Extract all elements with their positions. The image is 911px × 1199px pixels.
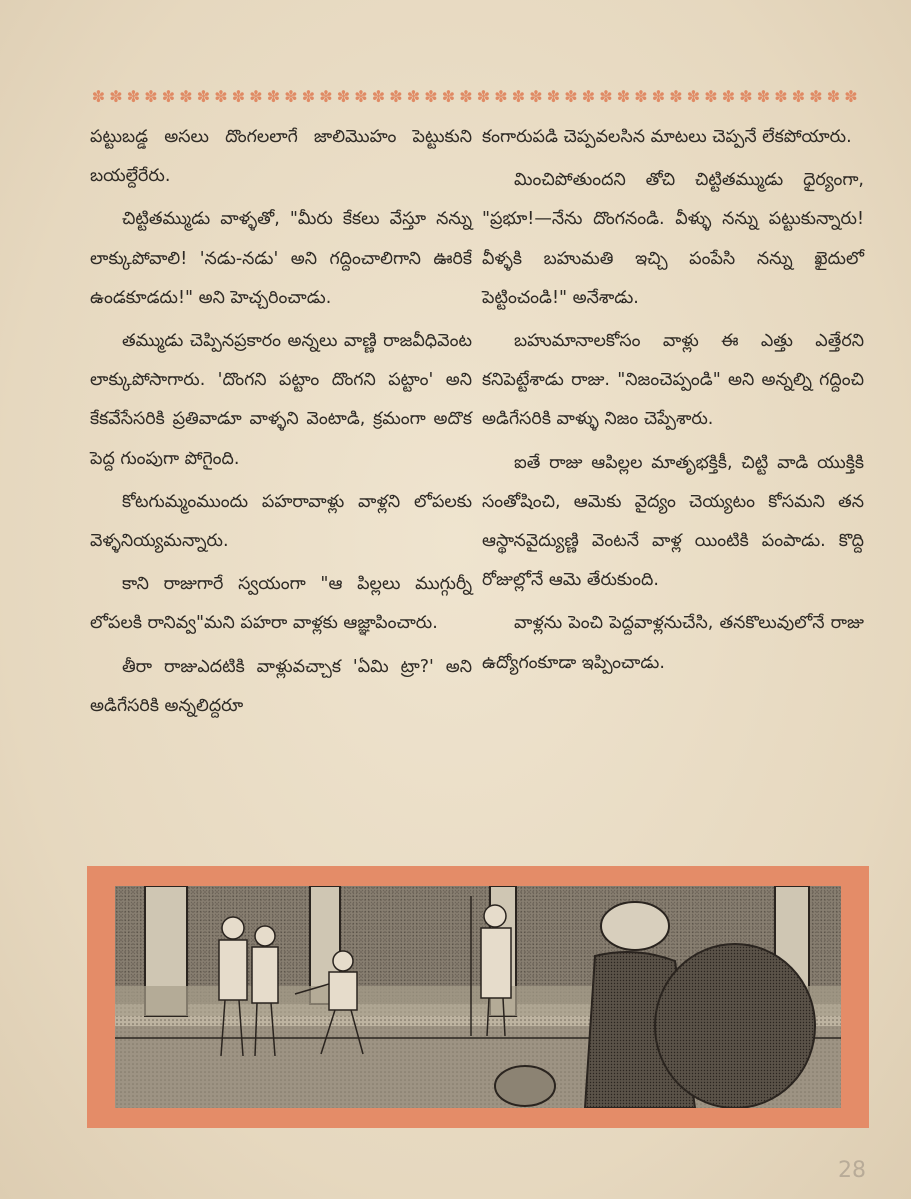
ornament-star-icon: ✽ [424,86,438,106]
ornament-star-icon: ✽ [774,86,788,106]
ornament-star-icon: ✽ [564,86,578,106]
ornament-star-icon: ✽ [494,86,508,106]
ornament-star-icon: ✽ [581,86,596,106]
ornament-star-icon: ✽ [371,86,386,106]
paragraph: మించిపోతుందని తోచి చిట్టితమ్ముడు ధైర్యంగా, "ప్రభూ!—నేను దొంగనండి. వీళ్ళు నన్ను పట్టుకున్నారు! వీళ్ళకి బహుమతి ఇచ్చి పంపేసి నన్ను ఖైదులో పెట్టించండి!" అనేశాడు. [482,170,864,308]
ornament-star-icon: ✽ [354,86,368,106]
ornament-star-icon: ✽ [336,86,351,106]
court-scene-illustration [115,886,841,1108]
ornament-star-icon: ✽ [756,86,771,106]
ornament-star-icon: ✽ [529,86,543,106]
ornament-star-icon: ✽ [91,86,106,106]
paragraph: కోటగుమ్మంముందు పహరావాళ్లు వాళ్లని లోపలకు వెళ్ళనియ్యమన్నారు. [90,491,472,552]
ornament-star-icon: ✽ [511,86,526,106]
ornament-star-icon: ✽ [196,86,211,106]
ornament-star-icon: ✽ [249,86,263,106]
illustration-drawing [115,886,841,1108]
ornament-star-icon: ✽ [179,86,193,106]
paragraph: ఐతే రాజు ఆపిల్లల మాతృభక్తికీ, చిట్టి వాడి యుక్తికి సంతోషించి, ఆమెకు వైద్యం చెయ్యటం కోసమని తన ఆస్థానవైద్యుణ్ణి వెంటనే వాళ్ల యింటికి పంపాడు. కొద్ది రోజుల్లోనే ఆమె తేరుకుంది. [482,452,864,591]
ornament-star-icon: ✽ [231,86,246,106]
right-text-column [482,118,864,687]
ornament-star-icon: ✽ [214,86,228,106]
ornament-star-icon: ✽ [704,86,718,106]
ornament-star-icon: ✽ [669,86,683,106]
paragraph: తీరా రాజుఎదటికి వాళ్లువచ్చాక 'ఏమి ట్రా?' అని అడిగేసరికి అన్నలిద్దరూ [90,656,472,716]
ornament-star-icon: ✽ [599,86,613,106]
ornament-star-icon: ✽ [144,86,158,106]
ornament-star-icon: ✽ [389,86,403,106]
paragraph: పట్టుబడ్డ అసలు దొంగలలాగే జాలిమొహం పెట్టుకుని బయల్దేరేరు. [90,127,472,187]
page-number: 28 [838,1158,866,1183]
illustration-frame [87,866,869,1128]
ornament-star-icon: ✽ [546,86,561,106]
ornament-star-icon: ✽ [319,86,333,106]
ornament-star-icon: ✽ [126,86,141,106]
ornament-star-icon: ✽ [634,86,648,106]
ornament-star-icon: ✽ [809,86,823,106]
paragraph: తమ్ముడు చెప్పినప్రకారం అన్నలు వాణ్ణి రాజవీధివెంట లాక్కుపోసాగారు. 'దొంగని పట్టాం దొంగని పట్టాం' అని కేకవేసేసరికి ప్రతివాడూ వాళ్ళని వెంటాడి, క్రమంగా అదొక పెద్ద గుంపుగా పోగైంది. [90,331,472,469]
ornament-star-icon: ✽ [161,86,176,106]
ornament-star-icon: ✽ [406,86,421,106]
paragraph: కంగారుపడి చెప్పవలసిన మాటలు చెప్పనే లేకపోయారు. [482,127,852,147]
decorative-ornament-border [90,84,860,108]
paragraph: చిట్టితమ్ముడు వాళ్ళతో, "మీరు కేకలు వేస్తూ నన్ను లాక్కుపోవాలి! 'నడు-నడు' అని గద్దించాలిగాని ఊరికే ఉండకూడదు!" అని హెచ్చరించాడు. [90,209,472,308]
ornament-star-icon: ✽ [441,86,456,106]
ornament-star-icon: ✽ [739,86,753,106]
ornament-star-icon: ✽ [826,86,841,106]
ornament-star-icon: ✽ [109,86,123,106]
ornament-star-icon: ✽ [651,86,666,106]
ornament-star-icon: ✽ [476,86,491,106]
ornament-star-icon: ✽ [721,86,736,106]
paragraph: కాని రాజుగారే స్వయంగా "ఆ పిల్లలు ముగ్గుర్నీ లోపలకి రానివ్వ"మని పహరా వాళ్లకు ఆజ్ఞాపించారు. [90,574,472,634]
ornament-star-icon: ✽ [266,86,281,106]
ornament-star-icon: ✽ [284,86,298,106]
ornament-star-icon: ✽ [616,86,631,106]
ornament-star-icon: ✽ [686,86,701,106]
paragraph: వాళ్లను పెంచి పెద్దవాళ్లనుచేసి, తనకొలువులోనే రాజు ఉద్యోగంకూడా ఇప్పించాడు. [482,613,864,673]
ornament-star-icon: ✽ [844,86,858,106]
ornament-star-icon: ✽ [301,86,316,106]
ornament-star-icon: ✽ [459,86,473,106]
ornament-star-icon: ✽ [791,86,806,106]
paragraph: బహుమానాలకోసం వాళ్లు ఈ ఎత్తు ఎత్తేరని కనిపెట్టేశాడు రాజు. "నిజంచెప్పండి" అని అన్నల్ని గద్దించి అడిగేసరికి వాళ్ళు నిజం చెప్పేశారు. [482,331,864,430]
left-text-column [90,118,472,730]
